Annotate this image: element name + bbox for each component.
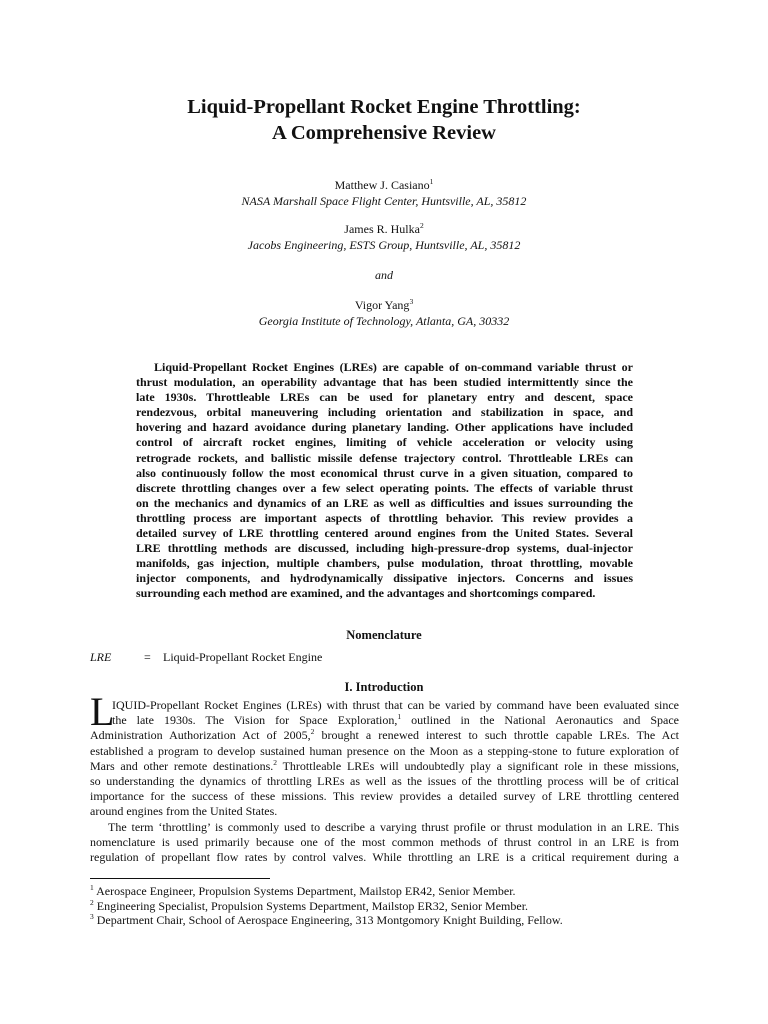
abstract-line: control of aircraft rocket engines, limiting of vehicle acceleration or velocity using (136, 435, 633, 450)
and-separator: and (375, 268, 393, 282)
intro-line: nomenclature is used primarily because one of the most common methods of thrust control in an LRE is from (90, 834, 679, 849)
footnote-marker: 2 (310, 727, 315, 737)
abstract-line: LRE throttling methods are discussed, including high-pressure-drop systems, dual-injector (136, 541, 633, 556)
footnotes (90, 884, 563, 928)
abstract-line: late 1930s. Throttleable LREs can be used for planetary entry and descent, space (136, 390, 633, 405)
title-line-1: Liquid-Propellant Rocket Engine Throttling: (187, 96, 581, 118)
introduction-heading: I. Introduction (344, 680, 424, 694)
footnote-marker: 1 (397, 712, 402, 722)
author-affiliation: NASA Marshall Space Flight Center, Huntsville, AL, 35812 (241, 194, 527, 208)
author-1 (0, 177, 768, 209)
nomenclature-heading: Nomenclature (346, 628, 422, 642)
intro-line: importance for the success of these missions. This review provides a detailed survey of LRE throttling centered (90, 789, 679, 804)
intro-line: Mars and other remote destinations.$^2$ Throttleable LREs will undoubtedly play a significant role in these missions, (90, 757, 680, 773)
footnote-divider (90, 878, 270, 879)
introduction-body (90, 698, 679, 865)
intro-line: so understanding the dynamics of throttling LREs as well as the issues of the throttling process will be of critical (90, 773, 679, 788)
author-footnote-marker: 1 (429, 177, 434, 186)
abstract-line: injector components, and hydrodynamically dissipative injectors. Concerns and issues (136, 571, 633, 586)
abstract-line: rendezvous, orbital maneuvering including orientation and stabilization in space, and (136, 405, 633, 420)
author-affiliation: Georgia Institute of Technology, Atlanta, GA, 30332 (258, 314, 510, 328)
abstract-line: discrete throttling changes over a few select operating points. The effects of variable thrust (136, 480, 633, 495)
intro-line: around engines from the United States. (90, 804, 278, 819)
paper-title (0, 94, 768, 146)
intro-line: regulation of propellant flow rates by control valves. While throttling an LRE is a critical requirement during a (90, 849, 679, 864)
footnote-1: $^1$ Aerospace Engineer, Propulsion Systems Department, Mailstop ER42, Senior Member. (90, 883, 516, 898)
author-footnote-marker: 3 (409, 297, 414, 306)
abstract-line: detailed survey of LRE throttling centered around engines from the United States. Several (136, 526, 633, 541)
author-name: James R. Hulka (344, 222, 420, 236)
intro-line: Administration Authorization Act of 2005,$^2$ brought a renewed interest to such throttle capable LREs. The Act (90, 727, 680, 743)
abstract-line: hovering and hazard avoidance during planetary landing. Other applications have included (136, 420, 633, 435)
intro-line: the late 1930s. The Vision for Space Exploration,$^1$ outlined in the National Aeronautics and Space (112, 712, 680, 728)
nomenclature-symbol: LRE (90, 650, 112, 664)
nomenclature-definition: Liquid-Propellant Rocket Engine (163, 650, 323, 664)
abstract-line: on the mechanics and dynamics of an LRE as well as difficulties and issues surrounding the (136, 495, 633, 510)
title-line-2: A Comprehensive Review (272, 122, 496, 144)
author-name: Vigor Yang (354, 298, 410, 312)
abstract (136, 360, 633, 602)
author-name: Matthew J. Casiano (334, 178, 430, 192)
abstract-line: Liquid-Propellant Rocket Engines (LREs) are capable of on-command variable thrust or (154, 360, 633, 374)
drop-cap: L (90, 689, 115, 734)
intro-line: The term ‘throttling’ is commonly used to describe a varying thrust profile or thrust modulation in an LRE. This (108, 819, 679, 834)
author-affiliation: Jacobs Engineering, ESTS Group, Huntsville, AL, 35812 (247, 238, 521, 252)
intro-line: established a program to develop sustained human presence on the Moon as a stepping-stone to future exploration of (90, 743, 679, 758)
abstract-line: also continuously follow the most economical thrust curve in a given situation, compared to (136, 465, 633, 480)
author-3 (0, 297, 768, 329)
abstract-line: surrounding each method are examined, and the advantages and shortcomings compared. (136, 586, 596, 601)
abstract-line: throttling process are important aspects of throttling behavior. This review provides a (136, 510, 633, 525)
abstract-line: thrust modulation, an operability advantage that has been studied intermittently since the (136, 375, 633, 390)
footnote-marker: 2 (273, 757, 278, 767)
nomenclature-equals: = (144, 650, 151, 664)
footnote-2: $^2$ Engineering Specialist, Propulsion Systems Department, Mailstop ER32, Senior Member. (90, 897, 529, 913)
author-footnote-marker: 2 (419, 221, 424, 230)
abstract-line: retrograde rockets, and ballistic missile defense trajectory control. Throttleable LREs can (136, 450, 633, 465)
intro-line: IQUID-Propellant Rocket Engines (LREs) with thrust that can be varied by command have been evaluated since (112, 698, 679, 712)
footnote-3: $^3$ Department Chair, School of Aerospace Engineering, 313 Montgomory Knight Building, Fellow. (90, 912, 563, 927)
abstract-line: manifolds, gas injection, multiple chambers, pulse modulation, throat throttling, movable (136, 556, 633, 571)
author-2 (0, 221, 768, 253)
